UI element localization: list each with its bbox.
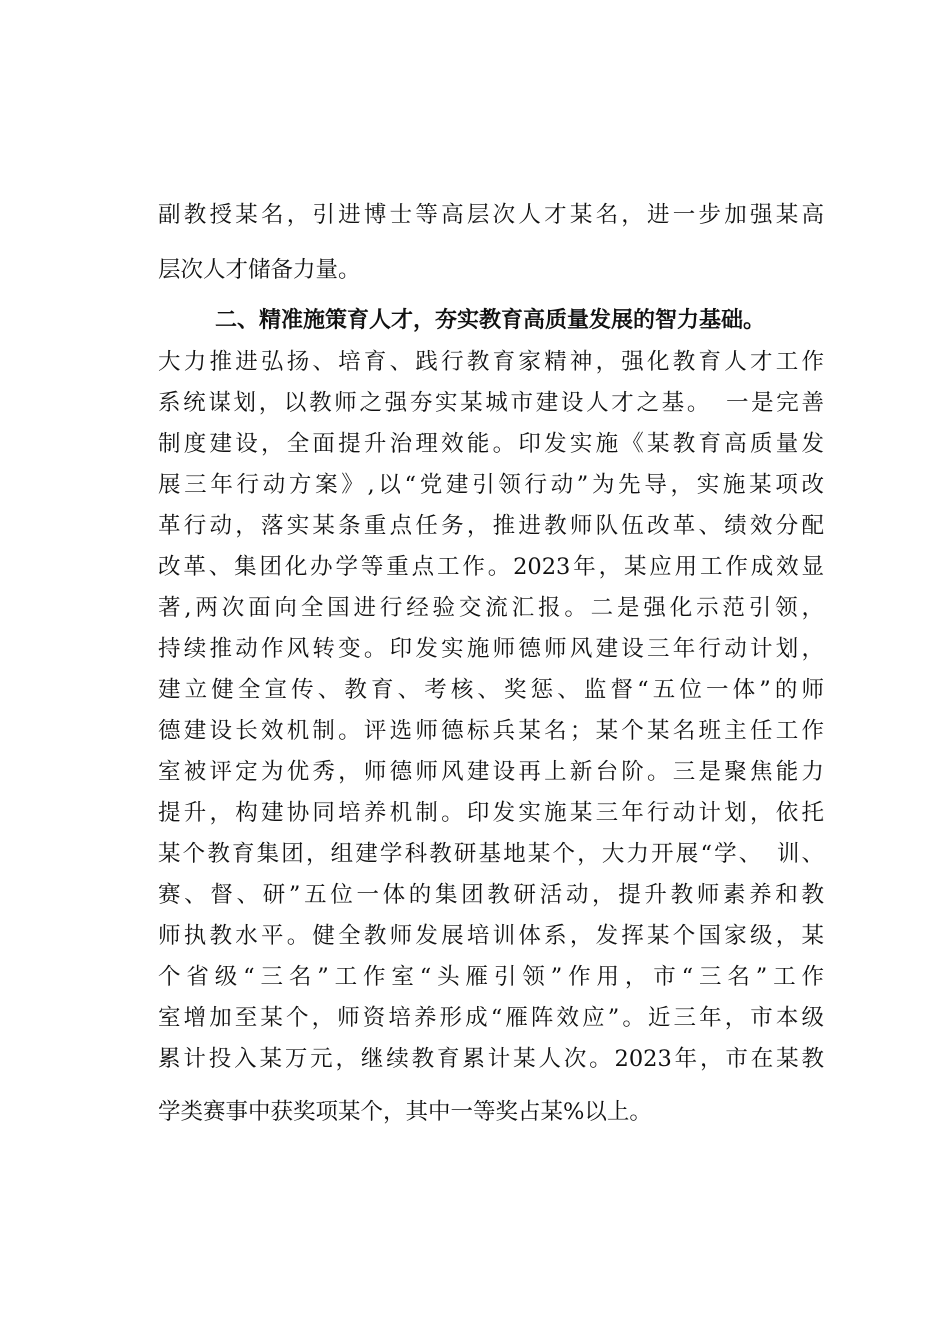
paragraph-line: 学类赛事中获奖项某个，其中一等奖占某%以上。 xyxy=(158,1099,652,1125)
paragraph-line: 师执教水平。健全教师发展培训体系，发挥某个国家级，某 xyxy=(158,923,824,949)
paragraph-line: 室被评定为优秀，师德师风建设再上新台阶。三是聚焦能力 xyxy=(158,759,824,785)
paragraph-line: 改革、集团化办学等重点工作。2023年，某应用工作成效显 xyxy=(158,554,824,580)
paragraph-line: 建立健全宣传、教育、考核、奖惩、监督“五位一体”的师 xyxy=(158,677,824,703)
paragraph-line: 个省级“三名”工作室“头雁引领”作用，市“三名”工作 xyxy=(158,964,824,990)
paragraph-line: 德建设长效机制。评选师德标兵某名；某个某名班主任工作 xyxy=(158,718,824,744)
paragraph-line: 某个教育集团，组建学科教研基地某个，大力开展“学、 训、 xyxy=(158,841,824,867)
paragraph-line: 革行动，落实某条重点任务，推进教师队伍改革、绩效分配 xyxy=(158,513,824,539)
paragraph-line: 持续推动作风转变。印发实施师德师风建设三年行动计划， xyxy=(158,636,824,662)
paragraph-line: 提升，构建协同培养机制。印发实施某三年行动计划，依托 xyxy=(158,800,824,826)
paragraph-line: 副教授某名，引进博士等高层次人才某名，进一步加强某高 xyxy=(158,202,824,228)
paragraph-line: 制度建设，全面提升治理效能。印发实施《某教育高质量发 xyxy=(158,431,824,457)
section-heading: 二、精准施策育人才，夯实教育高质量发展的智力基础。 xyxy=(215,308,766,333)
paragraph-line: 系统谋划，以教师之强夯实某城市建设人才之基。 一是完善 xyxy=(158,390,824,416)
paragraph-line: 赛、督、研”五位一体的集团教研活动，提升教师素养和教 xyxy=(158,882,824,908)
paragraph-line: 展三年行动方案》,以“党建引领行动”为先导，实施某项改 xyxy=(158,472,824,498)
paragraph-line: 著,两次面向全国进行经验交流汇报。二是强化示范引领， xyxy=(158,595,824,621)
paragraph-line: 大力推进弘扬、培育、践行教育家精神，强化教育人才工作 xyxy=(158,349,824,375)
paragraph-line: 室增加至某个，师资培养形成“雁阵效应”。近三年，市本级 xyxy=(158,1005,824,1031)
paragraph-line: 层次人才储备力量。 xyxy=(158,257,361,283)
paragraph-line: 累计投入某万元，继续教育累计某人次。2023年，市在某教 xyxy=(158,1046,824,1072)
